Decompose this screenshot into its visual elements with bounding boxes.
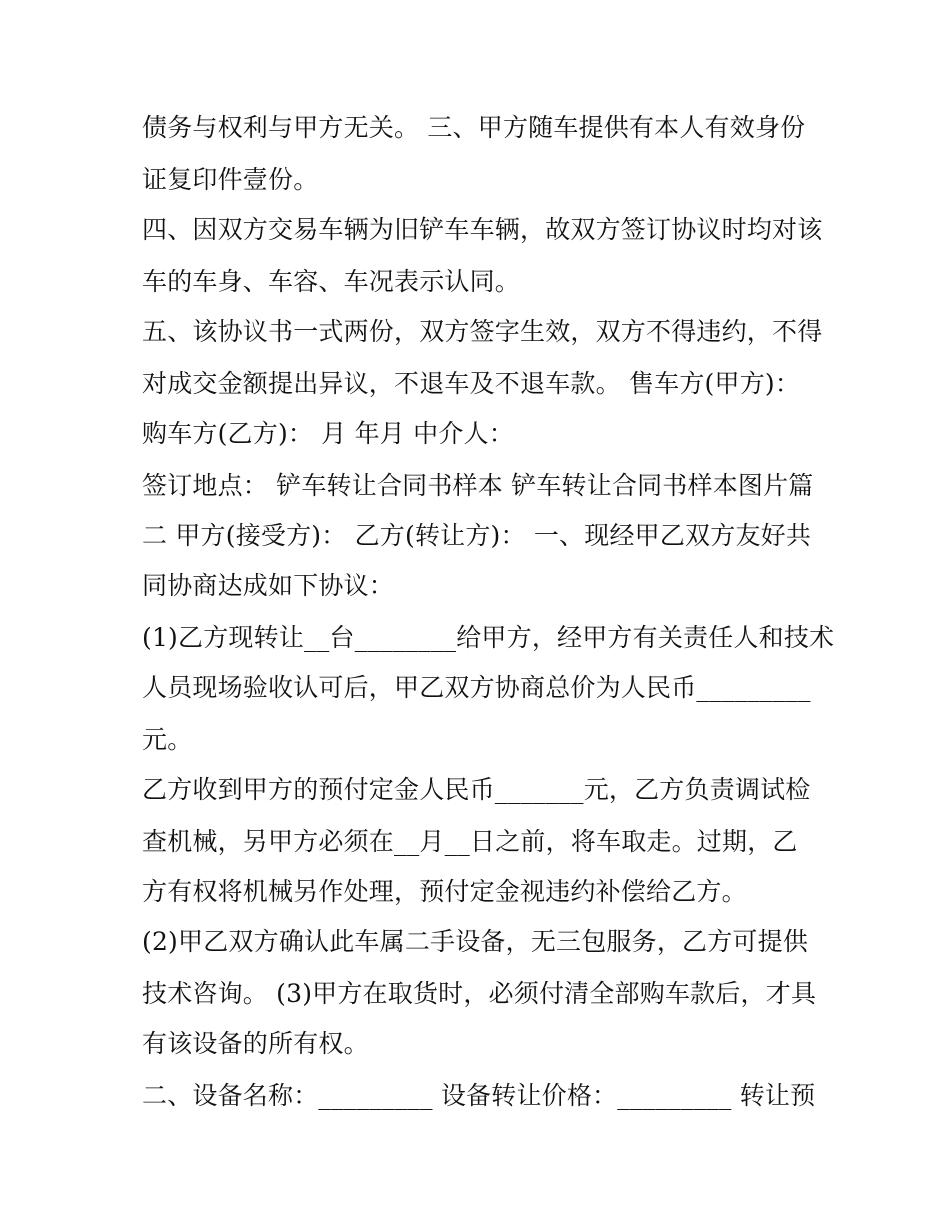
text-line: 五、该协议书一式两份，双方签字生效，双方不得违约，不得: [142, 317, 823, 346]
text-line: 同协商达成如下协议：: [142, 571, 395, 600]
text-line: (1)乙方现转让__台________给甲方，经甲方有关责任人和技术: [142, 623, 835, 652]
text-line: (2)甲乙双方确认此车属二手设备，无三包服务，乙方可提供: [142, 927, 809, 956]
text-line: 方有权将机械另作处理，预付定金视违约补偿给乙方。: [142, 877, 747, 906]
text-line: 二 甲方(接受方)： 乙方(转让方)： 一、现经甲乙双方友好共: [142, 521, 812, 550]
text-line: 车的车身、车容、车况表示认同。: [142, 267, 521, 296]
text-line: 查机械，另甲方必须在__月__日之前，将车取走。过期，乙: [142, 827, 798, 856]
text-line: 债务与权利与甲方无关。 三、甲方随车提供有本人有效身份: [142, 113, 806, 142]
text-line: 乙方收到甲方的预付定金人民币_______元，乙方负责调试检: [142, 775, 811, 804]
text-line: 人员现场验收认可后，甲乙双方协商总价为人民币_________: [142, 673, 811, 702]
text-line: 证复印件壹份。: [142, 165, 319, 194]
text-line: 二、设备名称：_________ 设备转让价格：_________ 转让预: [142, 1081, 816, 1110]
text-line: 对成交金额提出异议，不退车及不退车款。 售车方(甲方)：: [142, 369, 801, 398]
text-line: 有该设备的所有权。: [142, 1029, 369, 1058]
text-line: 元。: [142, 725, 193, 754]
text-line: 技术咨询。 (3)甲方在取货时，必须付清全部购车款后，才具: [142, 979, 817, 1008]
text-line: 四、因双方交易车辆为旧铲车车辆，故双方签订协议时均对该: [142, 215, 823, 244]
text-line: 购车方(乙方)： 月 年月 中介人：: [142, 419, 514, 448]
text-line: 签订地点： 铲车转让合同书样本 铲车转让合同书样本图片篇: [142, 471, 814, 500]
